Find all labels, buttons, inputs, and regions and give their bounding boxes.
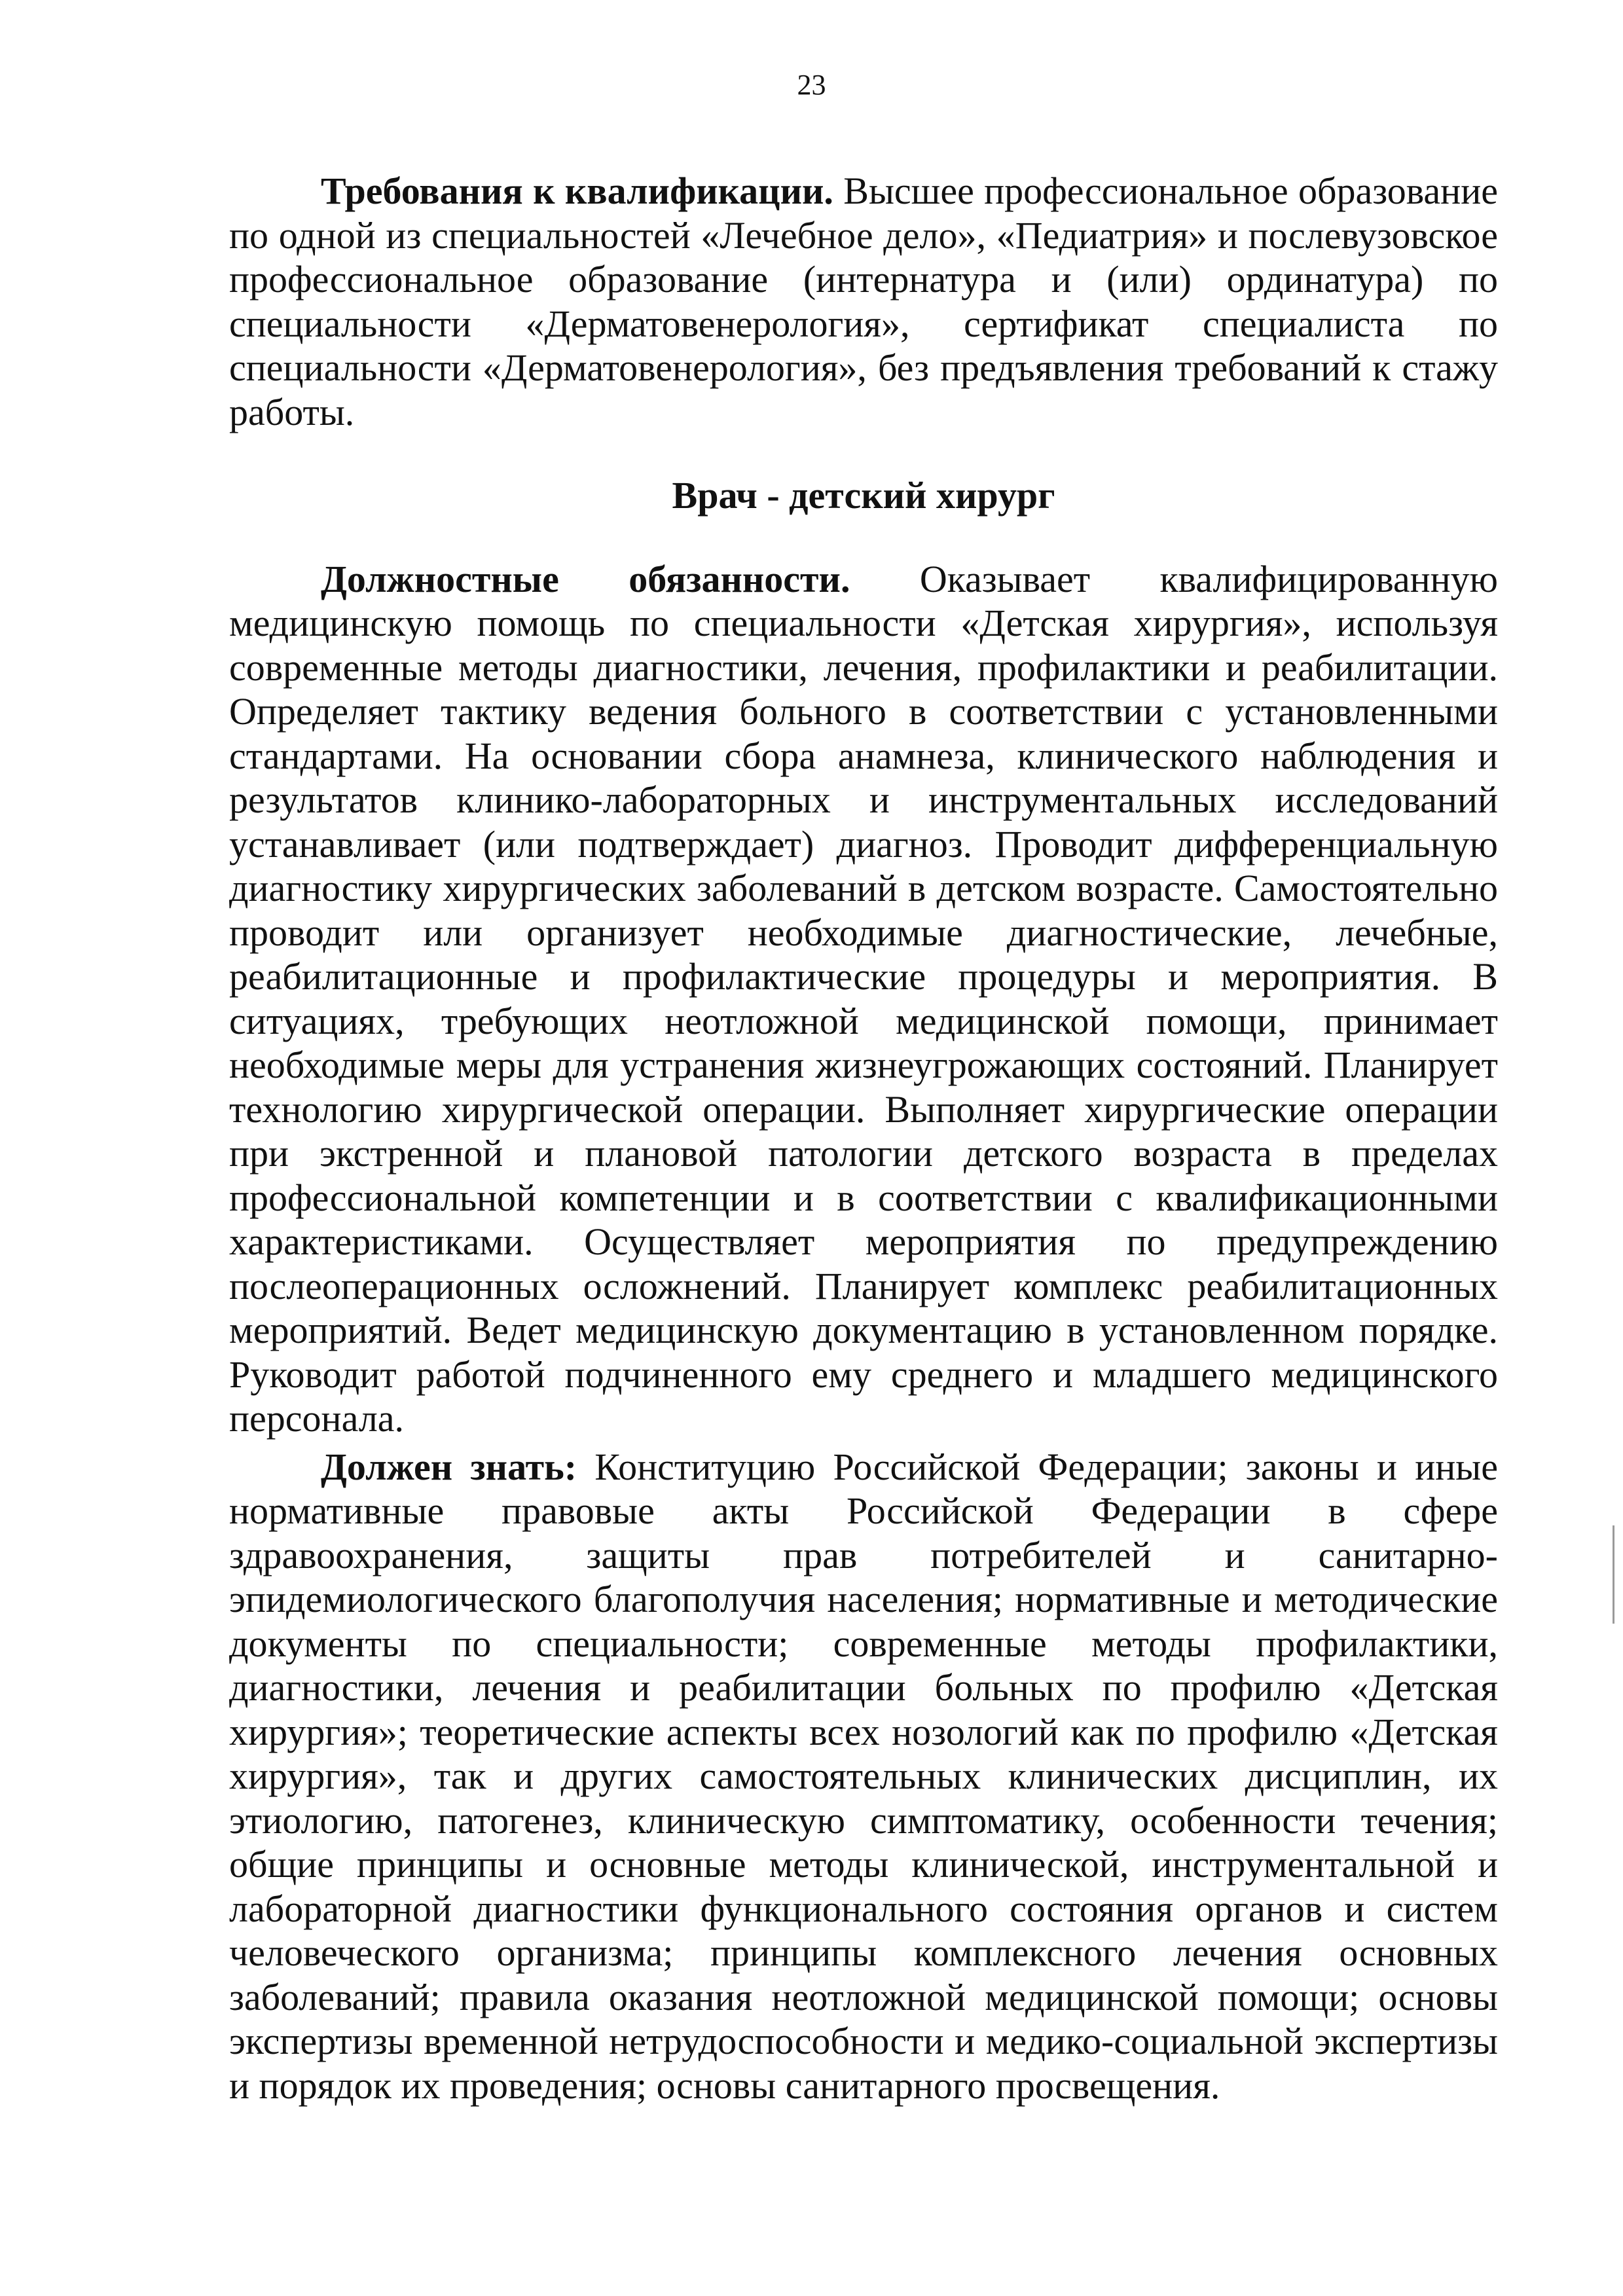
duties-paragraph [229, 557, 1498, 1441]
knowledge-label: Должен знать: [321, 1445, 577, 1488]
qualification-paragraph [229, 169, 1498, 434]
document-body [229, 169, 1498, 2107]
qualification-text: Высшее профессиональное образование по одной из специальностей «Лечебное дело», «Педиатрия» и послевузовское профессиональное образование (интернатура и (или) ординатура) по специальности «Дерматовенерология», сертификат специалиста по специальности «Дерматовенерология», без предъявления требований к стажу работы. [229, 170, 1498, 433]
knowledge-text: Конституцию Российской Федерации; законы и иные нормативные правовые акты Российской Федерации в сфере здравоохранения, защиты прав потребителей и санитарно-эпидемиологического благополучия населения; нормативные и методические документы по специальности; современные методы профилактики, диагностики, лечения и реабилитации больных по профилю «Детская хирургия»; теоретические аспекты всех нозологий как по профилю «Детская хирургия», так и других самостоятельных клинических дисциплин, их этиологию, патогенез, клиническую симптоматику, особенности течения; общие принципы и основные методы клинической, инструментальной и лабораторной диагностики функционального состояния органов и систем человеческого организма; принципы комплексного лечения основных заболеваний; правила оказания неотложной медицинской помощи; основы экспертизы временной нетрудоспособности и медико-социальной экспертизы и порядок их проведения; основы санитарного просвещения. [229, 1445, 1498, 2107]
scan-margin-mark [1613, 1525, 1614, 1624]
knowledge-paragraph [229, 1445, 1498, 2108]
duties-text: Оказывает квалифицированную медицинскую помощь по специальности «Детская хирургия», используя современные методы диагностики, лечения, профилактики и реабилитации. Определяет тактику ведения больного в соответствии с установленными стандартами. На основании сбора анамнеза, клинического наблюдения и результатов клинико-лабораторных и инструментальных исследований устанавливает (или подтверждает) диагноз. Проводит дифференциальную диагностику хирургических заболеваний в детском возрасте. Самостоятельно проводит или организует необходимые диагностические, лечебные, реабилитационные и профилактические процедуры и мероприятия. В ситуациях, требующих неотложной медицинской помощи, принимает необходимые меры для устранения жизнеугрожающих состояний. Планирует технологию хирургической операции. Выполняет хирургические операции при экстренной и плановой патологии детского возраста в пределах профессиональной компетенции и в соответствии с квалификационными характеристиками. Осуществляет мероприятия по предупреждению послеоперационных осложнений. Планирует комплекс реабилитационных мероприятий. Ведет медицинскую документацию в установленном порядке. Руководит работой подчиненного ему среднего и младшего медицинского персонала. [229, 557, 1498, 1440]
duties-label: Должностные обязанности. [321, 557, 850, 600]
page-number: 23 [797, 69, 826, 101]
qualification-label: Требования к квалификации. [321, 170, 833, 212]
section-heading: Врач - детский хирург [672, 474, 1055, 517]
